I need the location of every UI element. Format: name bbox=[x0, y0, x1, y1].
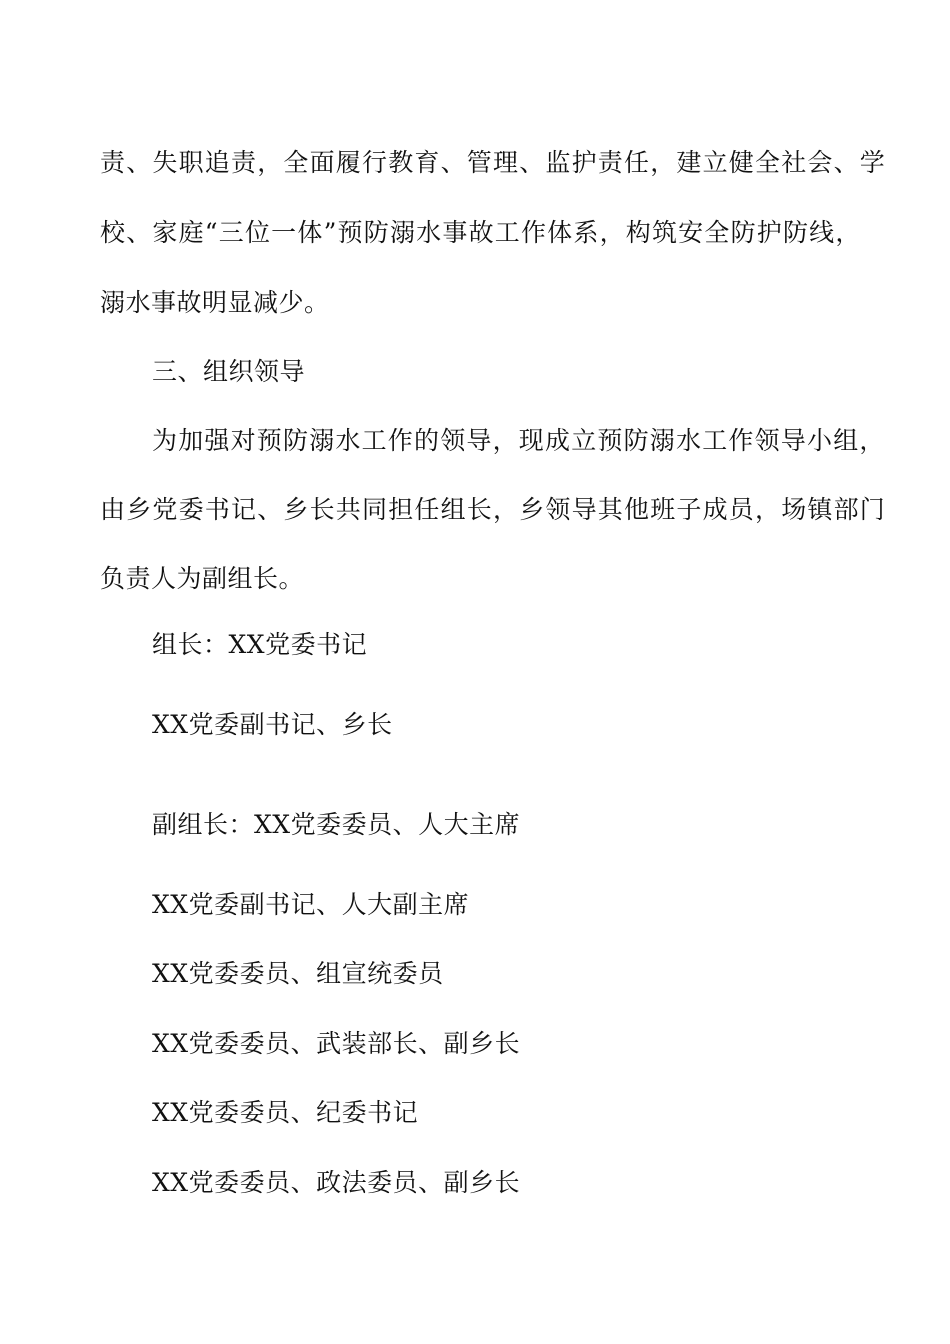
section-heading: 三、组织领导 bbox=[152, 357, 306, 386]
deputy-leader-line: XX党委委员、纪委书记 bbox=[152, 1098, 419, 1127]
paragraph-line: 责、失职追责，全面履行教育、管理、监护责任，建立健全社会、学 bbox=[100, 148, 887, 177]
paragraph-line: 为加强对预防溺水工作的领导，现成立预防溺水工作领导小组， bbox=[152, 426, 886, 455]
deputy-leader-line: XX党委委员、政法委员、副乡长 bbox=[152, 1168, 521, 1197]
deputy-leader-line: 副组长：XX党委委员、人大主席 bbox=[152, 810, 521, 839]
group-leader-line: 组长：XX党委书记 bbox=[152, 630, 368, 659]
paragraph-line: 校、家庭“三位一体”预防溺水事故工作体系，构筑安全防护防线， bbox=[100, 218, 862, 247]
deputy-leader-line: XX党委委员、组宣统委员 bbox=[152, 959, 444, 988]
paragraph-line: 由乡党委书记、乡长共同担任组长，乡领导其他班子成员，场镇部门 bbox=[100, 495, 887, 524]
deputy-leader-line: XX党委副书记、人大副主席 bbox=[152, 890, 470, 919]
paragraph-line: 负责人为副组长。 bbox=[100, 564, 305, 593]
group-leader-line: XX党委副书记、乡长 bbox=[152, 710, 393, 739]
paragraph-line: 溺水事故明显减少。 bbox=[100, 288, 330, 317]
deputy-leader-line: XX党委委员、武装部长、副乡长 bbox=[152, 1029, 521, 1058]
